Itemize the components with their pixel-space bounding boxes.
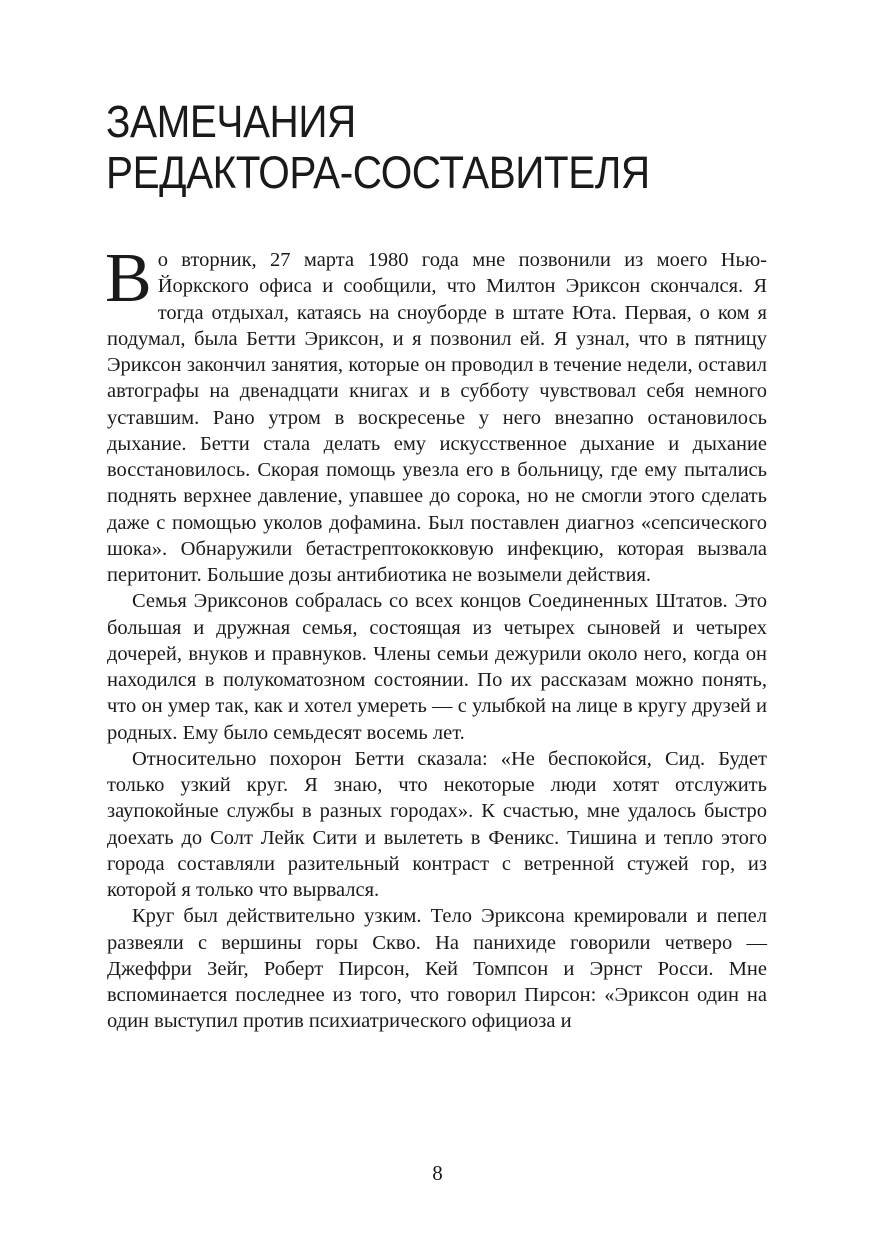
chapter-title-line-1: ЗАМЕЧАНИЯ (106, 96, 356, 147)
paragraph-1 (105, 240, 767, 588)
paragraph-4: Круг был действительно узким. Тело Эриксона кремировали и пепел развеяли с вершины горы Скво. На панихиде говорили четверо — Джеффри Зейг, Роберт Пирсон, Кей Томпсон и Эрнст Росси. Мне вспоминается последнее из того, что говорил Пирсон: «Эриксон один на один выступил против психиатрического официоза и (107, 905, 767, 1033)
body-text (105, 240, 767, 1035)
page-number: 8 (432, 1161, 443, 1185)
drop-cap: В (105, 240, 152, 317)
chapter-title (106, 96, 718, 198)
paragraph-3: Относительно похорон Бетти сказала: «Не беспокойся, Сид. Будет только узкий круг. Я знаю, что некоторые люди хотят отслужить заупокойные службы в разных городах». К счастью, мне удалось быстро доехать до Солт Лейк Сити и вылететь в Феникс. Тишина и тепло этого города составляли разительный контраст с ветренной стужей гор, из которой я только что вырвался. (107, 747, 767, 901)
paragraph-2: Семья Эриксонов собралась со всех концов Соединенных Штатов. Это большая и дружная семья, состоящая из четырех сыновей и четырех дочерей, внуков и правнуков. Члены семьи дежурили около него, когда он находился в полукоматозном состоянии. По их рассказам можно понять, что он умер так, как и хотел умереть — с улыбкой на лице в кругу друзей и родных. Ему было семьдесят восемь лет. (107, 590, 767, 744)
chapter-title-line-2: РЕДАКТОРА-СОСТАВИТЕЛЯ (106, 147, 650, 198)
paragraph-1-text: о вторник, 27 марта 1980 года мне позвонили из моего Нью-Йоркского офиса и сообщили, что Милтон Эриксон скончался. Я тогда отдыхал, катаясь на сноуборде в штате Юта. Первая, о ком я подумал, была Бетти Эриксон, и я позвонил ей. Я узнал, что в пятницу Эриксон закончил занятия, которые он проводил в течение недели, оставил автографы на двенадцати книгах и в субботу чувствовал себя немного уставшим. Рано утром в воскресенье у него внезапно остановилось дыхание. Бетти стала делать ему искусственное дыхание и дыхание восстановилось. Скорая помощь увезла его в больницу, где ему пытались поднять верхнее давление, упавшее до сорока, но не смогли этого сделать даже с помощью уколов дофамина. Был поставлен диагноз «сепсического шока». Обнаружили бетастрептококковую инфекцию, которая вызвала перитонит. Большие дозы антибиотика не возымели действия. (107, 249, 767, 586)
